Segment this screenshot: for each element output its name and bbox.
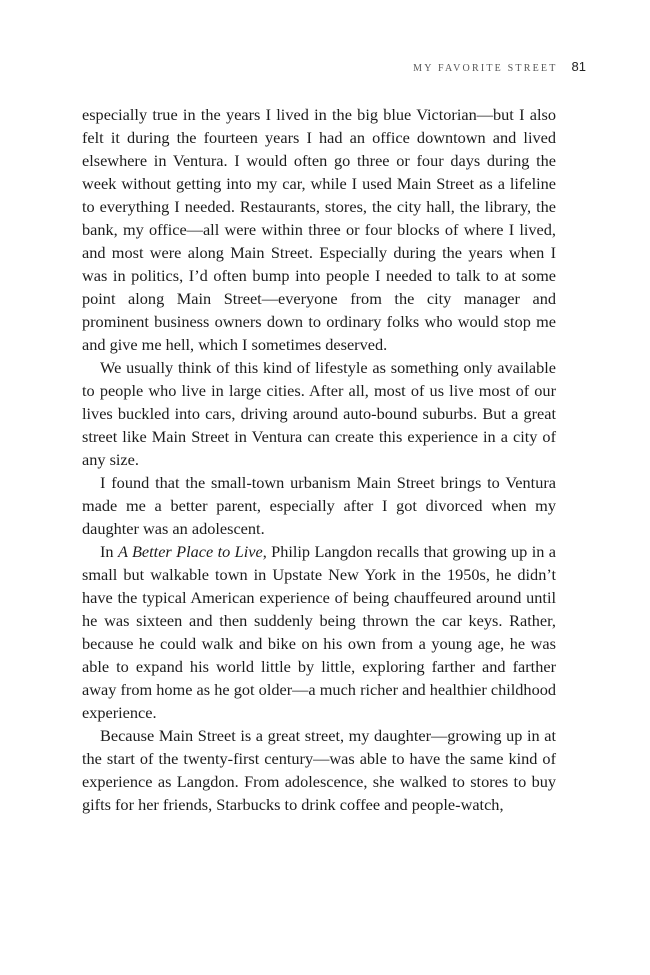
running-head — [413, 59, 586, 74]
paragraph-lead: In — [100, 542, 118, 561]
paragraph-text: , Philip Langdon recalls that growing up in a small but walkable town in Upstate New York in the 1950s, he didn’t have the typical American experience of being chauffeured around until he was sixteen and then suddenly being thrown the car keys. Rather, because he could walk and bike on his own from a young age, he was able to expand his world little by little, exploring farther and farther away from home as he got older—a much richer and healthier childhood experience. — [82, 542, 556, 722]
running-title: MY FAVORITE STREET — [413, 63, 558, 74]
paragraph: I found that the small-town urbanism Main Street brings to Ventura made me a better parent, especially after I got divorced when my daughter was an adolescent. — [82, 473, 556, 538]
body-text — [82, 103, 556, 816]
book-title: A Better Place to Live — [117, 542, 263, 561]
page-number: 81 — [571, 59, 586, 74]
paragraph: Because Main Street is a great street, my daughter—growing up in at the start of the twenty-first century—was able to have the same kind of experience as Langdon. From adolescence, she walked to stores to buy gifts for her friends, Starbucks to drink coffee and people-watch, — [82, 726, 556, 814]
paragraph — [82, 540, 556, 724]
paragraph: especially true in the years I lived in the big blue Victorian—but I also felt it during the fourteen years I had an office downtown and lived elsewhere in Ventura. I would often go three or four days during the week without getting into my car, while I used Main Street as a lifeline to everything I needed. Restaurants, stores, the city hall, the library, the bank, my office—all were within three or four blocks of where I lived, and most were along Main Street. Especially during the years when I was in politics, I’d often bump into people I needed to talk to at some point along Main Street—everyone from the city manager and prominent business owners down to ordinary folks who would stop me and give me hell, which I sometimes deserved. — [82, 105, 556, 354]
paragraph: We usually think of this kind of lifestyle as something only available to people who live in large cities. After all, most of us live most of our lives buckled into cars, driving around auto-bound suburbs. But a great street like Main Street in Ventura can create this experience in a city of any size. — [82, 358, 556, 469]
